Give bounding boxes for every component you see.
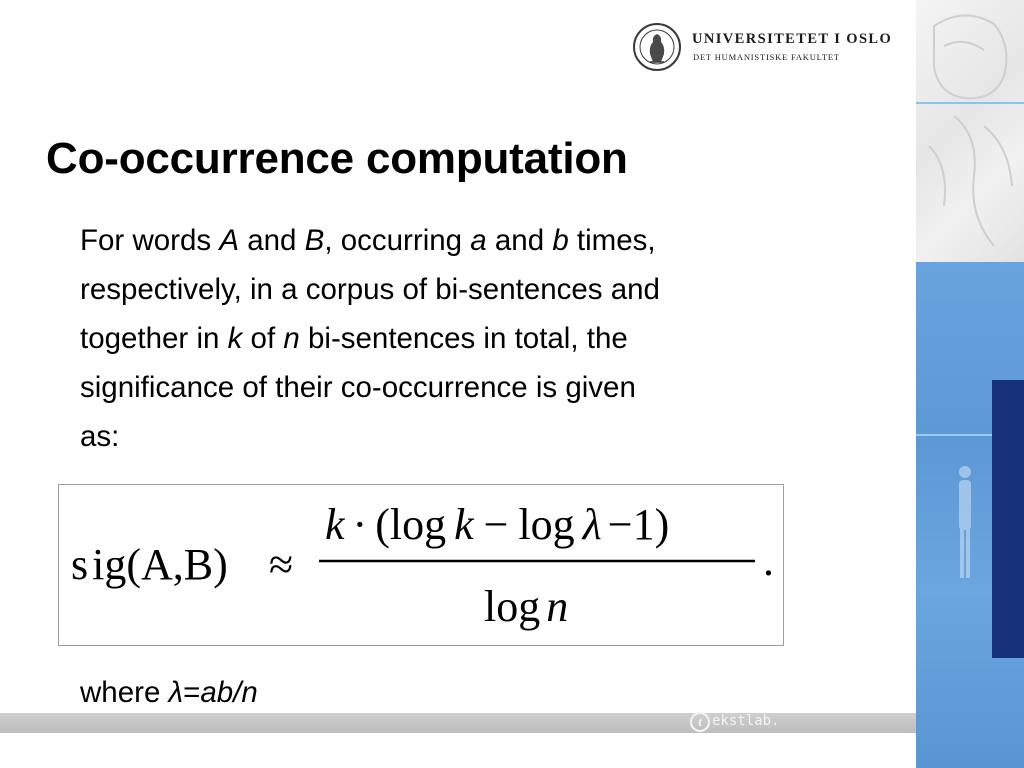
statue-figure	[952, 462, 978, 582]
slide-title: Co-occurrence computation	[46, 134, 628, 183]
tekstlab-logo-text: ekstlab.	[712, 713, 780, 729]
faculty-name: DET HUMANISTISKE FAKULTET	[693, 52, 840, 62]
tekstlab-logo-icon: t	[690, 712, 710, 732]
paragraph-line-3: together in k of n bi-sentences in total, the	[80, 322, 628, 355]
navy-accent-block	[992, 380, 1024, 658]
formula-denominator: log n	[484, 582, 569, 631]
where-line: where λ=ab/n	[80, 676, 258, 709]
paragraph-line-2: respectively, in a corpus of bi-sentences and	[80, 273, 660, 306]
formula-box	[58, 484, 784, 646]
approx-symbol: ≈	[269, 540, 294, 589]
paragraph-line-4: significance of their co-occurrence is given	[80, 371, 636, 404]
paragraph-line-1: For words A and B, occurring a and b times,	[80, 224, 656, 257]
paragraph-line-5: as:	[80, 420, 120, 453]
formula-lhs: sig(A,B)	[71, 540, 228, 589]
university-logo[interactable]	[632, 20, 894, 72]
formula-period: .	[763, 536, 774, 585]
sketch-illustration	[924, 6, 1016, 256]
side-sketch-panel	[916, 0, 1024, 262]
formula-numerator: k · (log k − log λ −1)	[325, 500, 670, 549]
university-seal-icon	[632, 22, 682, 72]
accent-line-top	[916, 102, 1024, 104]
significance-formula	[59, 485, 785, 647]
slide-paragraph	[80, 216, 880, 461]
university-name: UNIVERSITETET I OSLO	[692, 31, 893, 47]
